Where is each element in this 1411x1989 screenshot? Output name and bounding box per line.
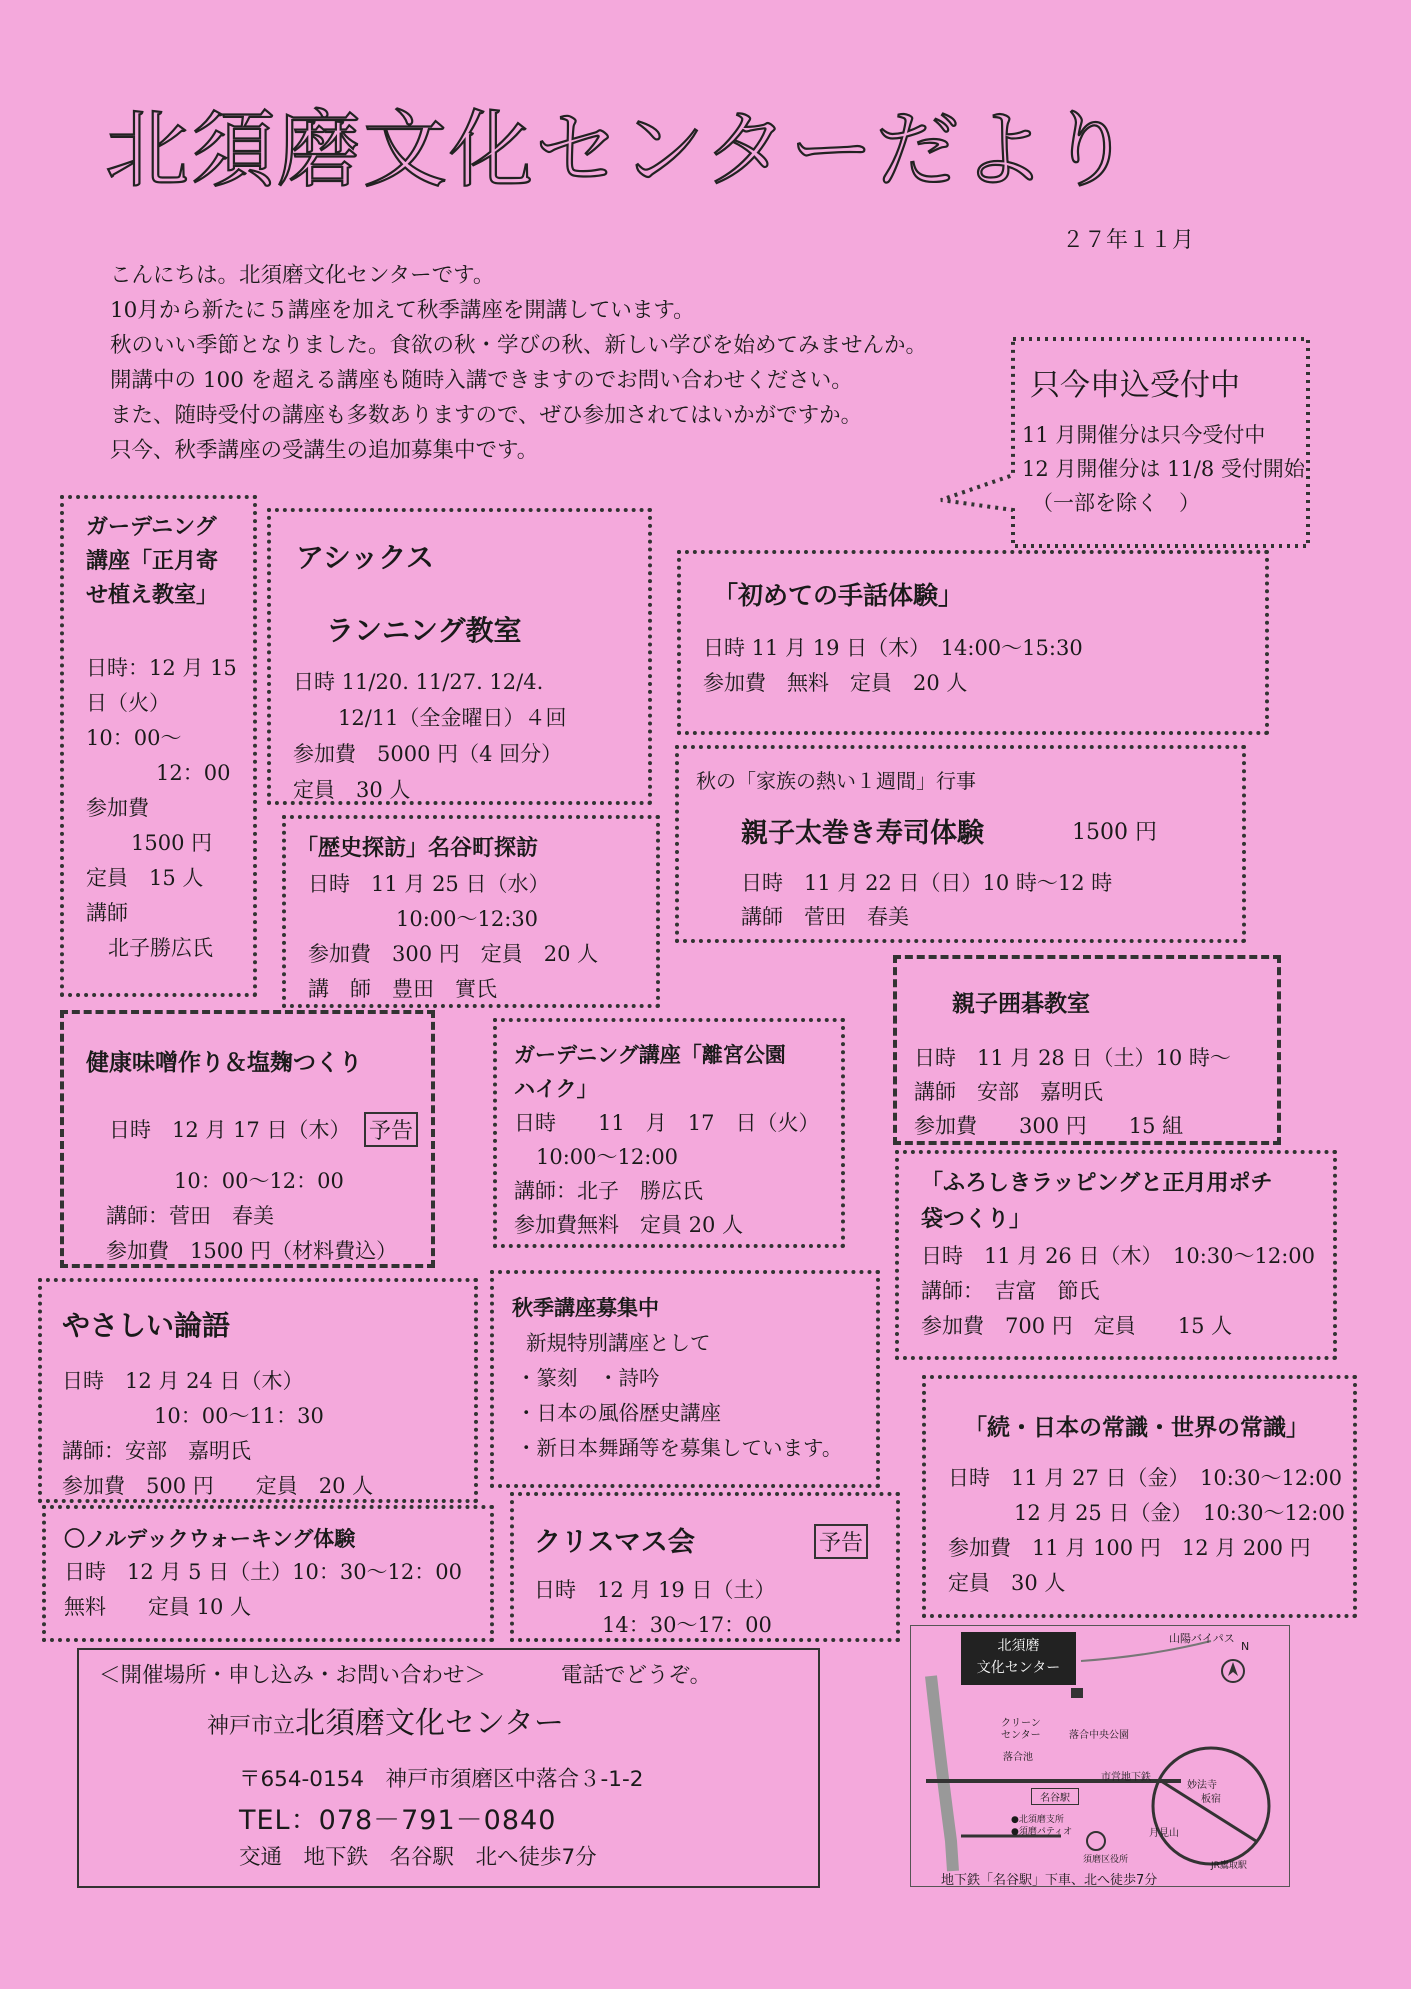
issue-date: ２７年１１月 — [1062, 228, 1195, 253]
intro-line: 開講中の 100 を超える講座も随時入講できますのでお問い合わせください。 — [110, 368, 853, 393]
recruit-title: 秋季講座募集中 — [512, 1296, 659, 1320]
course-title: アシックス — [296, 541, 435, 574]
notice-box — [1022, 360, 1305, 520]
map-north: N — [1241, 1640, 1250, 1653]
map-clean-center: クリーン センター — [1001, 1718, 1041, 1741]
notice-line: 11 月開催分は只今受付中 — [1022, 423, 1266, 447]
course-line: 定員 15 人 — [86, 866, 204, 890]
course-line: 講師 菅田 春美 — [741, 905, 909, 929]
course-line: 参加費 5000 円（4 回分） — [293, 742, 563, 766]
access-map — [910, 1625, 1290, 1887]
preview-tag: 予告 — [364, 1112, 418, 1147]
course-line: 参加費 11 月 100 円 12 月 200 円 — [948, 1536, 1311, 1560]
rongo-box — [38, 1278, 478, 1503]
course-line: 参加費 700 円 定員 15 人 — [921, 1314, 1233, 1338]
notice-line: 12 月開催分は 11/8 受付開始 — [1022, 457, 1305, 481]
map-pond: 落合池 — [1003, 1752, 1033, 1763]
recruit-line: ・日本の風俗歴史講座 — [516, 1401, 721, 1425]
preview-tag: 予告 — [814, 1524, 868, 1559]
org-name: 北須磨文化センター — [295, 1706, 564, 1741]
course-line: 参加費 300 円 15 組 — [914, 1114, 1184, 1138]
intro-line: 只今、秋季講座の受講生の追加募集中です。 — [110, 438, 539, 463]
christmas-box — [510, 1492, 900, 1642]
course-line: 日時 11 月 25 日（水） — [308, 872, 550, 896]
intro-line: 10月から新たに５講座を加えて秋季講座を開講しています。 — [110, 298, 695, 323]
map-branch: ●北須磨支所 — [1011, 1815, 1064, 1825]
course-line: 参加費 1500 円（材料費込） — [106, 1239, 398, 1263]
asics-running-box — [267, 508, 652, 805]
course-line: 日時 11 月 28 日（土）10 時～ — [914, 1046, 1231, 1070]
contact-access: 交通 地下鉄 名谷駅 北へ徒歩7分 — [239, 1845, 597, 1870]
intro-text — [110, 258, 927, 468]
course-line: 講師：安部 嘉明氏 — [62, 1439, 251, 1463]
org-name-line — [207, 1698, 564, 1742]
course-title: クリスマス会 — [534, 1527, 695, 1558]
course-line: 12：00 — [156, 761, 231, 785]
sushi-box — [675, 745, 1246, 943]
course-line: 14：30～17：00 — [602, 1613, 772, 1637]
miso-box — [60, 1010, 435, 1268]
igo-box — [893, 955, 1281, 1145]
course-line: 10:00～12:30 — [396, 907, 539, 931]
course-line: 日時 11 月 19 日（木） 14:00～15:30 — [703, 636, 1083, 660]
org-prefix: 神戸市立 — [207, 1714, 296, 1739]
map-itayado: 板宿 — [1201, 1794, 1221, 1805]
gardening-newyear-box — [60, 495, 257, 997]
contact-heading: ＜開催場所・申し込み・お問い合わせ＞ — [99, 1663, 487, 1688]
map-park: 落合中央公園 — [1069, 1730, 1129, 1741]
course-title: ガーデニング — [86, 515, 217, 540]
sign-language-box — [677, 550, 1269, 735]
course-title: 「ふろしきラッピングと正月用ポチ — [921, 1171, 1273, 1196]
course-line: 参加費 無料 定員 20 人 — [703, 671, 968, 695]
contact-address: 〒654-0154 神戸市須磨区中落合３-1-2 — [239, 1767, 644, 1792]
course-title: 袋つくり」 — [921, 1207, 1032, 1232]
course-line: 1500 円 — [131, 831, 213, 855]
course-line: 10:00～12:00 — [536, 1145, 679, 1169]
course-line: 日時 11 月 22 日（日）10 時～12 時 — [741, 871, 1113, 895]
map-subway: 市営地下鉄 — [1101, 1772, 1151, 1783]
course-line: 日時 12 月 19 日（土） — [534, 1578, 776, 1602]
course-line: 日時 11 月 26 日（木） 10:30～12:00 — [921, 1244, 1316, 1268]
history-walk-box — [282, 815, 660, 1008]
course-line: 日（火） — [86, 691, 170, 715]
course-line: 日時 12 月 24 日（木） — [62, 1369, 304, 1393]
map-tsukimi: 月見山 — [1149, 1828, 1179, 1839]
contact-phone-note: 電話でどうぞ。 — [561, 1663, 712, 1688]
course-line: 12 月 25 日（金） 10:30～12:00 — [1014, 1501, 1346, 1525]
contact-box — [77, 1648, 820, 1888]
course-title: やさしい論語 — [62, 1309, 231, 1342]
notice-title: 只今申込受付中 — [1030, 368, 1240, 403]
course-title: 健康味噌作り＆塩麹つくり — [86, 1050, 362, 1076]
map-footer: 地下鉄「名谷駅」下車、北へ徒歩7分 — [941, 1873, 1158, 1887]
course-line: 無料 定員 10 人 — [64, 1595, 252, 1619]
map-bypass: 山陽バイパス — [1169, 1632, 1235, 1645]
course-title: ガーデニング講座「離宮公園 — [514, 1043, 786, 1067]
course-price: 1500 円 — [1072, 820, 1157, 845]
course-title: せ植え教室」 — [86, 583, 219, 608]
notice-line: （一部を除く ） — [1032, 491, 1200, 515]
course-line: 12/11（全金曜日）４回 — [338, 706, 567, 730]
course-line: 日時 11 月 27 日（金） 10:30～12:00 — [948, 1466, 1343, 1490]
course-title: 講座「正月寄 — [86, 549, 219, 574]
recruit-line: ・篆刻 ・詩吟 — [516, 1366, 660, 1390]
course-line: 日時：12 月 15 — [86, 656, 237, 680]
intro-line: こんにちは。北須磨文化センターです。 — [110, 263, 495, 288]
gardening-rikyu-box — [493, 1018, 845, 1248]
course-title: 「初めての手話体験」 — [713, 581, 964, 610]
course-line: 日時 12 月 17 日（木） — [109, 1118, 351, 1142]
intro-line: 秋のいい季節となりました。食欲の秋・学びの秋、新しい学びを始めてみませんか。 — [110, 333, 928, 358]
course-line: 日時 11/20. 11/27. 12/4. — [293, 670, 544, 694]
map-jr: JR鷹取駅 — [1211, 1861, 1247, 1871]
recruit-line: 新規特別講座として — [526, 1331, 711, 1355]
nordic-walking-box — [42, 1505, 494, 1642]
map-temple: 妙法寺 — [1187, 1780, 1217, 1791]
map-patio: ●須磨パティオ — [1011, 1827, 1073, 1837]
course-line: 参加費 500 円 定員 20 人 — [62, 1474, 374, 1498]
map-center-label — [961, 1632, 1076, 1685]
course-line: 10：00～ — [86, 726, 182, 750]
course-line: 講 師 豊田 實氏 — [308, 977, 497, 1001]
map-ward-office: 須磨区役所 — [1083, 1855, 1129, 1865]
course-line: 参加費無料 定員 20 人 — [514, 1213, 744, 1237]
course-title: 親子囲碁教室 — [952, 991, 1090, 1017]
course-line: 講師： 吉富 節氏 — [921, 1279, 1100, 1303]
course-title: ハイク」 — [514, 1077, 598, 1101]
course-title: 親子太巻き寿司体験 — [741, 818, 984, 849]
map-center-line: 北須磨 — [997, 1638, 1040, 1654]
course-line: 日時 12 月 5 日（土）10：30～12：00 — [64, 1560, 462, 1584]
course-line: 講師：北子 勝広氏 — [514, 1179, 703, 1203]
intro-line: また、随時受付の講座も多数ありますので、ぜひ参加されてはいかがですか。 — [110, 403, 863, 428]
course-line: 10：00～11：30 — [154, 1404, 324, 1428]
course-line: 10：00～12：00 — [174, 1169, 344, 1193]
course-subtitle: 秋の「家族の熱い１週間」行事 — [696, 769, 976, 793]
course-title: 「歴史探訪」名谷町探訪 — [296, 836, 539, 861]
common-sense-box — [922, 1375, 1357, 1618]
course-line: 参加費 300 円 定員 20 人 — [308, 942, 599, 966]
furoshiki-box — [895, 1150, 1337, 1360]
map-center-line: 文化センター — [976, 1660, 1061, 1676]
contact-tel: TEL：078－791－0840 — [239, 1805, 557, 1836]
course-title: 「続・日本の常識・世界の常識」 — [964, 1415, 1309, 1441]
autumn-recruit-box — [490, 1270, 880, 1488]
course-line: 参加費 — [86, 796, 149, 820]
course-line: 講師 安部 嘉明氏 — [914, 1080, 1103, 1104]
course-line: 定員 30 人 — [948, 1571, 1066, 1595]
course-line: 講師 — [86, 901, 128, 925]
course-line: 講師：菅田 春美 — [106, 1204, 274, 1228]
course-title: 〇ノルデックウォーキング体験 — [64, 1527, 356, 1551]
course-line: 北子勝広氏 — [108, 936, 213, 960]
page-title: 北須磨文化センターだより — [105, 101, 1134, 199]
course-line: 日時 11 月 17 日（火） — [514, 1111, 820, 1135]
map-station: 名谷駅 — [1031, 1788, 1079, 1805]
course-line: 定員 30 人 — [293, 778, 411, 802]
course-title: ランニング教室 — [326, 614, 522, 647]
recruit-line: ・新日本舞踊等を募集しています。 — [516, 1436, 843, 1460]
